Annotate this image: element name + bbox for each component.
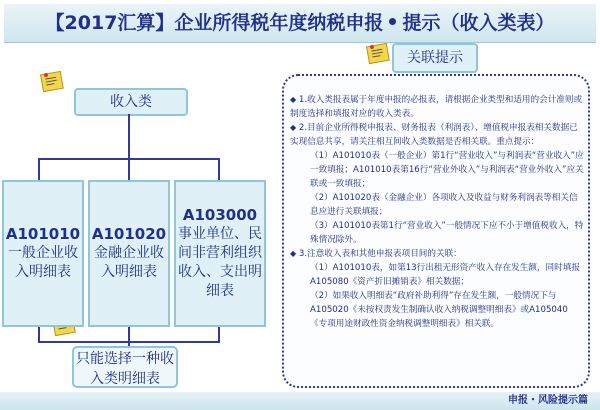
diamond-bullet-icon: ◆ bbox=[290, 123, 297, 132]
note-subitem: （1）A101010表，如第13行出租无形资产收入存在发生额，同时填报A105080《资产折旧摊销表》相关数据； bbox=[310, 263, 580, 287]
notes-tab: 关联提示 bbox=[392, 43, 478, 73]
card-name: 金融企业收入明细表 bbox=[94, 245, 164, 280]
note-item: ◆ 2.目前企业所得税申报表、财务报表（利润表）、增值税申报表相关数据已实现信息共享，请关注相互间收入类数据是否相关联。重点提示： bbox=[290, 123, 578, 147]
diamond-bullet-icon: ◆ bbox=[290, 95, 297, 104]
note-item: ◆ 1.收入类报表属于年度申报的必报表，请根据企业类型和适用的会计准则或制度选择和填报对应的收入类表。 bbox=[290, 95, 583, 119]
page-title bbox=[4, 4, 596, 42]
card-code: A101020 bbox=[91, 225, 167, 243]
sticky-note-icon bbox=[40, 70, 66, 94]
income-card-a103000[interactable] bbox=[174, 180, 266, 327]
note-subitem: （1）A101010表（一般企业）第1行“营业收入”与利润表“营业收入”应一致填报；A101010表第16行“营业外收入”与利润表“营业外收入”应关联或一致填报； bbox=[310, 151, 584, 189]
footer-text: 申报・风险提示篇 bbox=[508, 395, 588, 406]
footer-bar bbox=[0, 392, 600, 410]
income-card-a101010[interactable] bbox=[2, 180, 84, 327]
connector-line bbox=[218, 158, 220, 180]
note-subitem: （3）A101010表第1行“营业收入”一般情况下应不小于增值税收入，特殊情况除外。 bbox=[310, 221, 584, 245]
single-choice-note: 只能选择一种收入类明细表 bbox=[72, 346, 178, 388]
connector-line bbox=[38, 158, 40, 180]
card-code: A101010 bbox=[5, 225, 81, 243]
connector-line bbox=[128, 114, 130, 160]
connector-line bbox=[128, 327, 130, 347]
card-code: A103000 bbox=[182, 206, 258, 224]
bullet-icon bbox=[389, 18, 396, 25]
note-item: ◆ 3.注意收入表和其他申报表项目间的关联： bbox=[290, 249, 462, 259]
sticky-note-icon bbox=[366, 42, 392, 66]
card-name: 一般企业收入明细表 bbox=[8, 245, 78, 280]
title-year-tag: 【2017汇算】 bbox=[45, 12, 175, 34]
note-subitem: （2）A101020表（金融企业）各项收入及收益与财务利润表等相关信息应进行关联填报； bbox=[310, 193, 578, 217]
title-bar bbox=[4, 4, 596, 43]
income-card-a101020[interactable] bbox=[88, 180, 170, 327]
diamond-bullet-icon: ◆ bbox=[290, 249, 297, 258]
card-name: 事业单位、民间非营利组织收入、支出明细表 bbox=[178, 226, 262, 299]
title-subtitle: 提示（收入类表） bbox=[402, 12, 555, 34]
connector-line bbox=[38, 341, 220, 343]
income-category-header: 收入类 bbox=[74, 88, 188, 116]
title-main: 企业所得税年度纳税申报 bbox=[174, 12, 384, 34]
note-subitem: （2）如果收入明细表“政府补助利得”存在发生额，一般情况下与A105020《未按权责发生制确认收入纳税调整明细表》或A105040《专项用途财政性资金纳税调整明细表》相关联。 bbox=[310, 291, 568, 329]
notes-body bbox=[290, 93, 584, 331]
connector-line bbox=[128, 158, 130, 180]
